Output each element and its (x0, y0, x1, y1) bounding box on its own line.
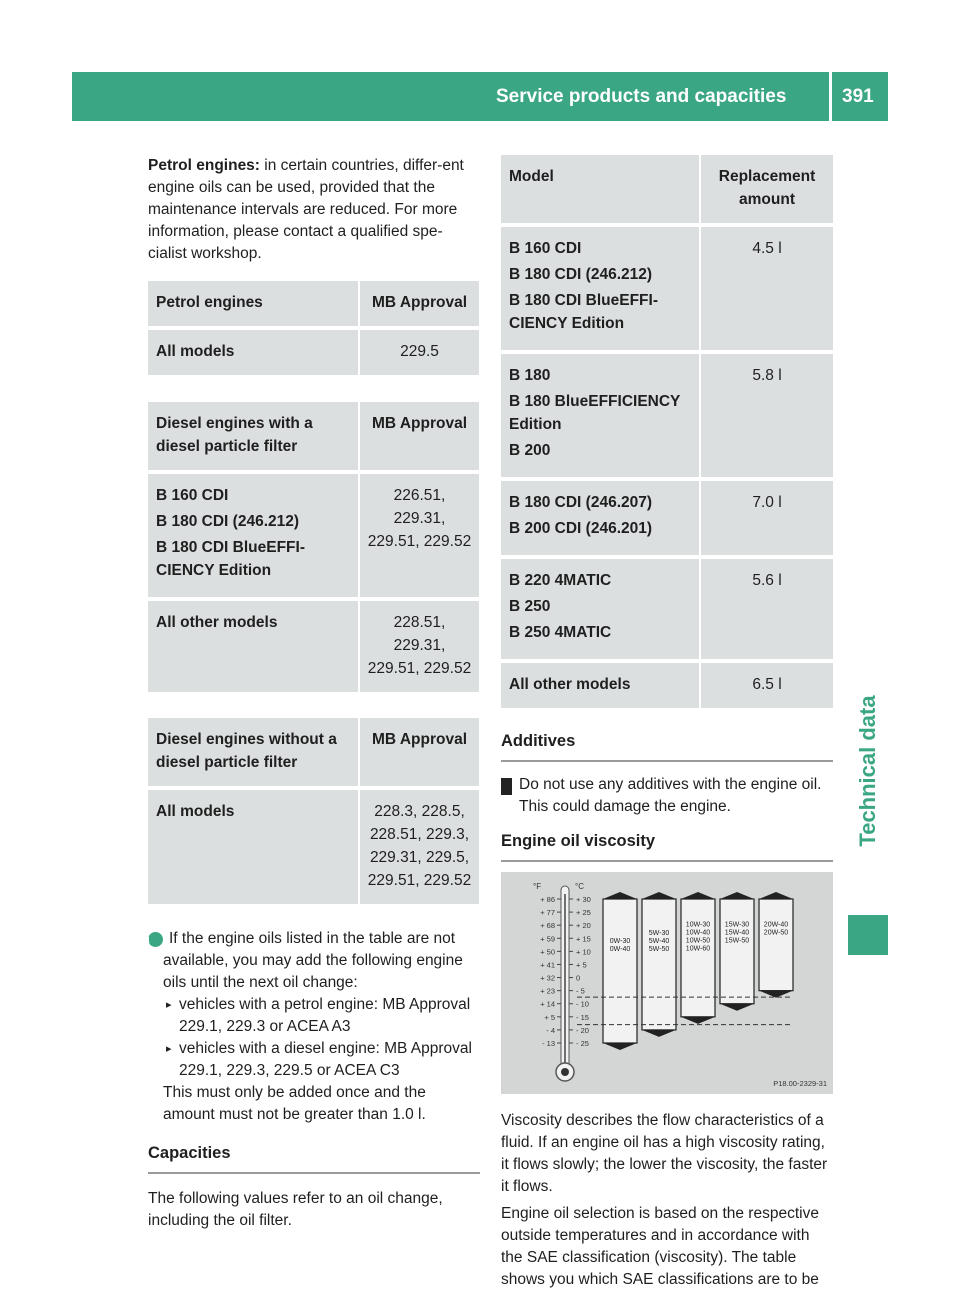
table-cell-amount: 5.6 l (701, 555, 833, 659)
approval-line: 226.51, (393, 487, 446, 504)
c-tick-label: - 5 (576, 986, 585, 996)
f-tick-label: + 41 (540, 960, 555, 970)
approval-line: 229.51, 229.52 (367, 872, 472, 889)
table-cell-approval (360, 470, 479, 597)
f-tick-label: + 50 (540, 947, 555, 957)
approval-line: 229.51, 229.52 (367, 533, 472, 550)
model-name: B 180 CDI BlueEFFI-CIENCY Edition (509, 292, 658, 332)
grade-label: 5W-50 (648, 945, 670, 953)
unit-c-label: °C (575, 882, 584, 891)
table-cell-model (501, 555, 701, 659)
f-tick-label: - 13 (542, 1039, 555, 1048)
table-cell-model (501, 350, 701, 477)
capacities-heading: Capacities (148, 1142, 480, 1174)
c-tick-label: + 30 (576, 895, 591, 904)
grade-label: 5W-40 (648, 937, 670, 945)
side-tab (848, 646, 888, 896)
approval-line: 229.51, 229.52 (367, 660, 472, 677)
table-header: Diesel engines with a diesel particle filter (148, 402, 360, 470)
model-name: B 200 (509, 442, 551, 459)
model-name: B 160 CDI (509, 240, 582, 257)
f-tick-label: + 23 (540, 986, 555, 996)
table-cell-model (501, 477, 701, 555)
figure-code: P18.00-2329-31 (773, 1079, 827, 1088)
list-item: ▸ vehicles with a diesel engine: MB Approval 229.1, 229.3, 229.5 or ACEA C3 (163, 1038, 480, 1082)
table-cell-approval: 229.5 (360, 326, 479, 375)
f-tick-label: + 5 (544, 1012, 555, 1022)
c-tick-label: 0 (576, 973, 581, 983)
thermometer-bulb-core (561, 1068, 569, 1076)
info-text: If the engine oils listed in the table are not available, you may add the following engine oils until the next oil change: (163, 930, 463, 991)
grade-label: 10W-30 (685, 921, 711, 929)
table-cell-amount: 4.5 l (701, 223, 833, 350)
c-tick-label: + 20 (576, 921, 591, 931)
table-cell-model (501, 223, 701, 350)
c-tick-label: + 5 (576, 960, 587, 970)
c-tick-label: - 10 (576, 999, 589, 1009)
table-cell-approval (360, 597, 479, 692)
f-tick-label: + 68 (540, 921, 555, 931)
f-tick-label: - 4 (546, 1025, 555, 1035)
intro-text: in certain countries, differ-ent engine oils can be used, provided that the maintenance intervals are reduced. For more information, please contact a qualified spe-cialist workshop. (148, 157, 464, 262)
grade-label: 20W-40 (763, 921, 789, 929)
side-marker (848, 915, 888, 955)
c-tick-label: + 15 (576, 934, 591, 944)
grade-label: 15W-30 (724, 921, 750, 929)
f-tick-label: + 14 (540, 999, 555, 1009)
info-icon: i (148, 932, 163, 947)
grade-label: 15W-50 (724, 937, 750, 945)
viscosity-chart (501, 872, 833, 1094)
approval-line: 228.3, 228.5, (374, 803, 465, 820)
header-divider (829, 72, 832, 121)
f-tick-label: + 59 (540, 934, 555, 944)
additives-warning (495, 774, 833, 818)
c-tick-label: - 20 (576, 1025, 589, 1035)
warning-text: Do not use any additives with the engine oil. This could damage the engine. (519, 776, 822, 815)
viscosity-heading: Engine oil viscosity (501, 830, 833, 862)
petrol-table (148, 281, 479, 375)
grade-band (681, 899, 715, 1017)
grade-label: 10W-40 (685, 929, 711, 937)
c-tick-label: + 10 (576, 947, 591, 957)
page-title: Service products and capacities (496, 86, 787, 107)
capacity-table (501, 155, 833, 708)
c-tick-label: - 15 (576, 1012, 589, 1022)
info-footer: This must only be added once and the amount must not be greater than 1.0 l. (163, 1084, 426, 1123)
table-cell-model: All other models (501, 659, 701, 708)
table-header: Petrol engines (148, 281, 360, 326)
f-tick-label: + 32 (540, 973, 555, 983)
approval-line: 229.31, (393, 510, 446, 527)
approval-line: 229.31, (393, 637, 446, 654)
viscosity-para-1: Viscosity describes the flow characteristics of a fluid. If an engine oil has a high viscosity rating, it flows slowly; the lower the viscosity, the faster it flows. (501, 1112, 828, 1195)
table-header: MB Approval (360, 281, 479, 326)
table-cell-amount: 7.0 l (701, 477, 833, 555)
intro-paragraph (148, 155, 480, 265)
f-tick-label: + 77 (540, 908, 555, 918)
model-name: B 180 CDI (246.212) (156, 513, 300, 530)
diesel-nodpf-table (148, 718, 479, 904)
table-cell-model: All models (148, 786, 360, 904)
model-name: B 250 4MATIC (509, 624, 612, 641)
grade-band (720, 899, 754, 1004)
warning-icon: ! (501, 778, 512, 795)
approval-line: 229.31, 229.5, (369, 849, 470, 866)
model-name: B 180 CDI (246.207) (509, 494, 653, 511)
intro-lead: Petrol engines: (148, 157, 260, 174)
model-name: B 180 (509, 367, 551, 384)
approval-line: 228.51, 229.3, (369, 826, 470, 843)
grade-label: 10W-50 (685, 937, 711, 945)
table-header: MB Approval (360, 718, 479, 786)
model-name: B 220 4MATIC (509, 572, 612, 589)
unit-f-label: °F (533, 882, 542, 891)
c-tick-label: + 25 (576, 908, 591, 918)
grade-label: 20W-50 (763, 929, 789, 937)
grade-band (759, 899, 793, 991)
table-cell-model: All other models (148, 597, 360, 692)
grade-label: 5W-30 (648, 929, 670, 937)
capacities-text: The following values refer to an oil change, including the oil filter. (148, 1190, 443, 1229)
c-tick-label: - 25 (576, 1039, 589, 1048)
table-header: Replacement amount (701, 155, 833, 223)
additives-heading: Additives (501, 730, 833, 762)
grade-label: 15W-40 (724, 929, 750, 937)
table-cell-model (148, 470, 360, 597)
right-column (495, 155, 833, 1291)
side-tab-label: Technical data (855, 695, 880, 847)
diesel-dpf-table (148, 402, 479, 692)
table-cell-amount: 5.8 l (701, 350, 833, 477)
model-name: B 180 CDI BlueEFFI-CIENCY Edition (156, 539, 305, 579)
viscosity-para-2: Engine oil selection is based on the respective outside temperatures and in accordance with the SAE classification (viscosity). The table shows you which SAE classifications are to be (501, 1205, 819, 1288)
f-tick-label: + 86 (540, 895, 555, 904)
table-cell-amount: 6.5 l (701, 659, 833, 708)
page-number: 391 (842, 86, 874, 107)
grade-label: 0W-30 (609, 938, 631, 946)
info-bullets (163, 994, 480, 1082)
table-header: Model (501, 155, 701, 223)
table-cell-model: All models (148, 326, 360, 375)
left-column (145, 155, 480, 1232)
model-name: B 180 BlueEFFICIENCY Edition (509, 393, 681, 433)
table-header: Diesel engines without a diesel particle filter (148, 718, 360, 786)
model-name: B 160 CDI (156, 487, 229, 504)
model-name: B 200 CDI (246.201) (509, 520, 653, 537)
model-name: B 250 (509, 598, 551, 615)
info-note (145, 928, 480, 1126)
list-item: ▸ vehicles with a petrol engine: MB Approval 229.1, 229.3 or ACEA A3 (163, 994, 480, 1038)
table-header: MB Approval (360, 402, 479, 470)
grade-label: 0W-40 (609, 946, 631, 954)
model-name: B 180 CDI (246.212) (509, 266, 653, 283)
grade-band (642, 899, 676, 1030)
grade-label: 10W-60 (685, 945, 711, 953)
table-cell-approval (360, 786, 479, 904)
approval-line: 228.51, (393, 614, 446, 631)
grade-band (603, 899, 637, 1043)
